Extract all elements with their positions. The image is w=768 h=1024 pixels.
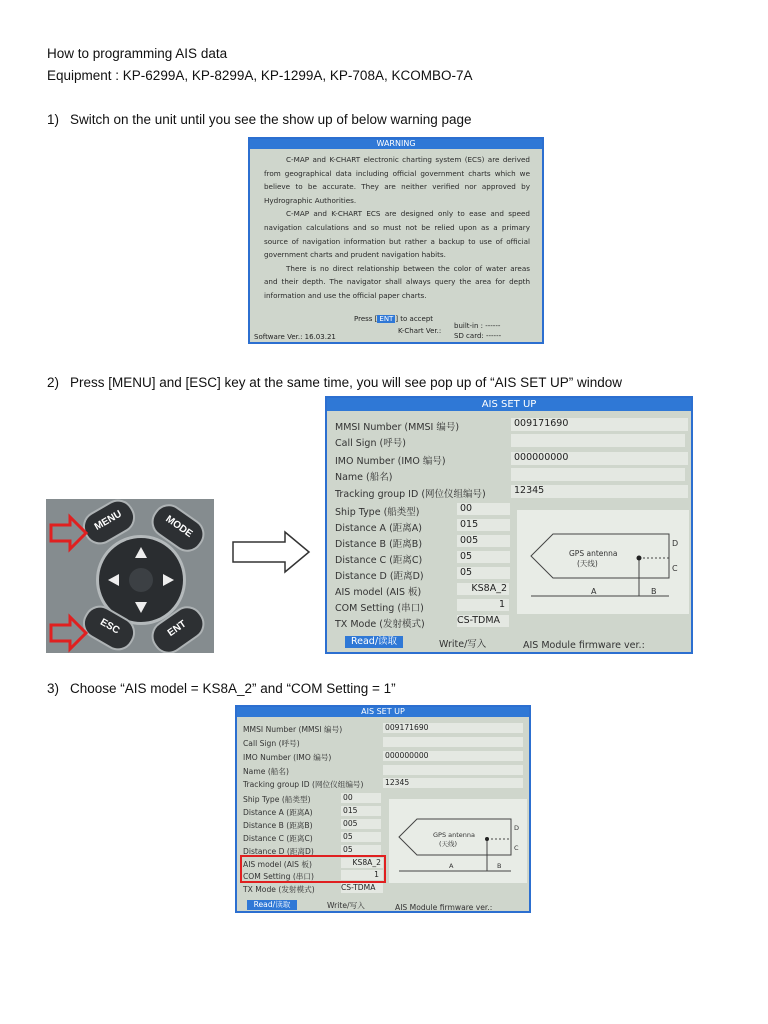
- imo-label: IMO Number (IMO 编号): [243, 753, 332, 762]
- step-2-text: Press [MENU] and [ESC] key at the same time, you will see pop up of “AIS SET UP” window: [70, 375, 622, 390]
- distance-a-field[interactable]: 015: [457, 519, 510, 531]
- highlight-arrows: [46, 499, 214, 653]
- sdcard-version: SD card: ------: [454, 332, 502, 340]
- diagram-label-b: B: [497, 862, 502, 870]
- read-button[interactable]: Read/读取: [247, 900, 297, 910]
- ais-setup-title-bar: AIS SET UP: [237, 707, 529, 717]
- esc-pointer-arrow-icon: [51, 617, 86, 649]
- gps-antenna-cn-label: (天线): [577, 559, 598, 568]
- warning-paragraph-1: C-MAP and K-CHART electronic charting system (ECS) are derived from geographical data including official government charts which we believe to be accurate. They are neither verified nor approved by Hydrographic Authorities.: [264, 155, 530, 205]
- write-button[interactable]: Write/写入: [439, 639, 487, 650]
- imo-field[interactable]: 000000000: [383, 751, 523, 761]
- distance-d-label: Distance D (距离D): [335, 571, 424, 582]
- distance-a-field[interactable]: 015: [341, 806, 381, 816]
- tracking-group-field[interactable]: 12345: [383, 778, 523, 788]
- firmware-version-label: AIS Module firmware ver.:: [523, 640, 645, 651]
- ais-model-select[interactable]: KS8A_2: [341, 858, 383, 868]
- ent-key-label: ENT: [379, 315, 394, 323]
- distance-d-field[interactable]: 05: [341, 845, 381, 855]
- imo-label: IMO Number (IMO 编号): [335, 456, 446, 467]
- step-3-text: Choose “AIS model = KS8A_2” and “COM Setting = 1”: [70, 681, 396, 696]
- call-sign-field[interactable]: [383, 737, 523, 747]
- tx-mode-label: TX Mode (发射模式): [335, 619, 425, 630]
- mmsi-field[interactable]: 009171690: [511, 418, 688, 431]
- ship-outline-diagram: [389, 799, 527, 883]
- name-label: Name (船名): [243, 767, 289, 776]
- warning-paragraph-3: There is no direct relationship between the color of water areas and their depth. The navigator shall always query the area for depth information and use the official paper charts.: [264, 263, 530, 300]
- software-version: Software Ver.: 16.03.21: [254, 333, 336, 341]
- distance-a-label: Distance A (距离A): [243, 808, 313, 817]
- builtin-version: built-in : ------: [454, 322, 501, 330]
- keypad-photo: [46, 499, 214, 653]
- com-setting-label: COM Setting (串口): [335, 603, 424, 614]
- mode-key[interactable]: MODE: [145, 499, 210, 558]
- ship-type-label: Ship Type (船类型): [243, 795, 311, 804]
- distance-b-label: Distance B (距离B): [335, 539, 423, 550]
- menu-pointer-arrow-icon: [51, 517, 86, 549]
- ship-outline-diagram: [517, 510, 689, 614]
- equipment-list: Equipment : KP-6299A, KP-8299A, KP-1299A, KP-708A, KCOMBO-7A: [47, 68, 473, 83]
- diagram-label-a: A: [449, 862, 454, 870]
- call-sign-field[interactable]: [511, 434, 685, 447]
- distance-a-label: Distance A (距离A): [335, 523, 422, 534]
- firmware-version-label: AIS Module firmware ver.:: [395, 903, 493, 912]
- distance-c-label: Distance C (距离C): [335, 555, 423, 566]
- com-setting-label: COM Setting (串口): [243, 872, 314, 881]
- call-sign-label: Call Sign (呼号): [335, 438, 406, 449]
- highlight-box: [240, 855, 386, 883]
- ais-model-label: AIS model (AIS 板): [335, 587, 422, 598]
- name-field[interactable]: [383, 765, 523, 775]
- diagram-label-b: B: [651, 587, 657, 596]
- write-button[interactable]: Write/写入: [327, 901, 365, 910]
- distance-b-label: Distance B (距离B): [243, 821, 313, 830]
- right-arrow-icon: [231, 530, 311, 574]
- ais-setup-title-bar: AIS SET UP: [327, 398, 691, 411]
- warning-text: [250, 153, 542, 303]
- kchart-version: K-Chart Ver.:: [398, 327, 442, 335]
- distance-b-field[interactable]: 005: [457, 535, 510, 547]
- name-field[interactable]: [511, 468, 685, 481]
- press-prefix: Press [: [354, 315, 378, 323]
- tracking-group-field[interactable]: 12345: [511, 485, 688, 498]
- name-label: Name (船名): [335, 472, 393, 483]
- read-button[interactable]: Read/读取: [345, 636, 403, 648]
- tx-mode-select[interactable]: CS-TDMA: [341, 883, 383, 893]
- ship-type-field[interactable]: 00: [341, 793, 381, 803]
- menu-key[interactable]: MENU: [77, 499, 141, 550]
- ship-type-field[interactable]: 00: [457, 503, 510, 515]
- diagram-label-c: C: [672, 564, 678, 573]
- document-title: How to programming AIS data: [47, 46, 228, 61]
- imo-field[interactable]: 000000000: [511, 452, 688, 465]
- mmsi-field[interactable]: 009171690: [383, 723, 523, 733]
- warning-title-bar: WARNING: [250, 139, 542, 149]
- press-suffix: ] to accept: [395, 315, 434, 323]
- distance-c-field[interactable]: 05: [457, 551, 510, 563]
- ais-setup-screen: [325, 396, 693, 654]
- tx-mode-label: TX Mode (发射模式): [243, 885, 315, 894]
- diagram-label-c: C: [514, 844, 519, 852]
- distance-b-field[interactable]: 005: [341, 819, 381, 829]
- gps-antenna-label: GPS antenna: [433, 831, 476, 839]
- com-setting-select[interactable]: 1: [457, 599, 509, 611]
- diagram-label-d: D: [514, 824, 520, 832]
- distance-d-label: Distance D (距离D): [243, 847, 314, 856]
- warning-screen: [248, 137, 544, 344]
- ais-setup-screen-highlighted: [235, 705, 531, 913]
- ship-type-label: Ship Type (船类型): [335, 507, 420, 518]
- step-1-text: Switch on the unit until you see the show up of below warning page: [70, 112, 472, 127]
- ent-key[interactable]: ENT: [145, 600, 210, 653]
- diagram-label-a: A: [591, 587, 597, 596]
- step-2-number: 2): [47, 375, 60, 390]
- antenna-diagram: [517, 510, 689, 614]
- com-setting-select[interactable]: 1: [341, 870, 383, 880]
- distance-c-field[interactable]: 05: [341, 832, 381, 842]
- warning-paragraph-2: C-MAP and K-CHART ECS are designed only to ease and speed navigation calculations and so must not be relied upon as a primary source of navigation information but rather a backup to use of official government charts and prudent navigation habits.: [264, 209, 530, 260]
- ais-model-select[interactable]: KS8A_2: [457, 583, 509, 595]
- gps-antenna-cn-label: (天线): [439, 840, 458, 848]
- call-sign-label: Call Sign (呼号): [243, 739, 300, 748]
- mmsi-label: MMSI Number (MMSI 编号): [243, 725, 343, 734]
- mmsi-label: MMSI Number (MMSI 编号): [335, 422, 460, 433]
- diagram-label-d: D: [672, 539, 679, 548]
- tracking-group-label: Tracking group ID (网位仪组编号): [243, 780, 364, 789]
- press-ent-prompt: [354, 315, 433, 323]
- esc-key[interactable]: ESC: [77, 600, 141, 653]
- ais-model-label: AIS model (AIS 板): [243, 860, 312, 869]
- antenna-diagram: [389, 799, 527, 883]
- tx-mode-select[interactable]: CS-TDMA: [457, 615, 509, 627]
- distance-d-field[interactable]: 05: [457, 567, 510, 579]
- tracking-group-label: Tracking group ID (网位仪组编号): [335, 489, 486, 500]
- step-3-number: 3): [47, 681, 60, 696]
- distance-c-label: Distance C (距离C): [243, 834, 313, 843]
- gps-antenna-label: GPS antenna: [569, 549, 618, 558]
- step-1-number: 1): [47, 112, 60, 127]
